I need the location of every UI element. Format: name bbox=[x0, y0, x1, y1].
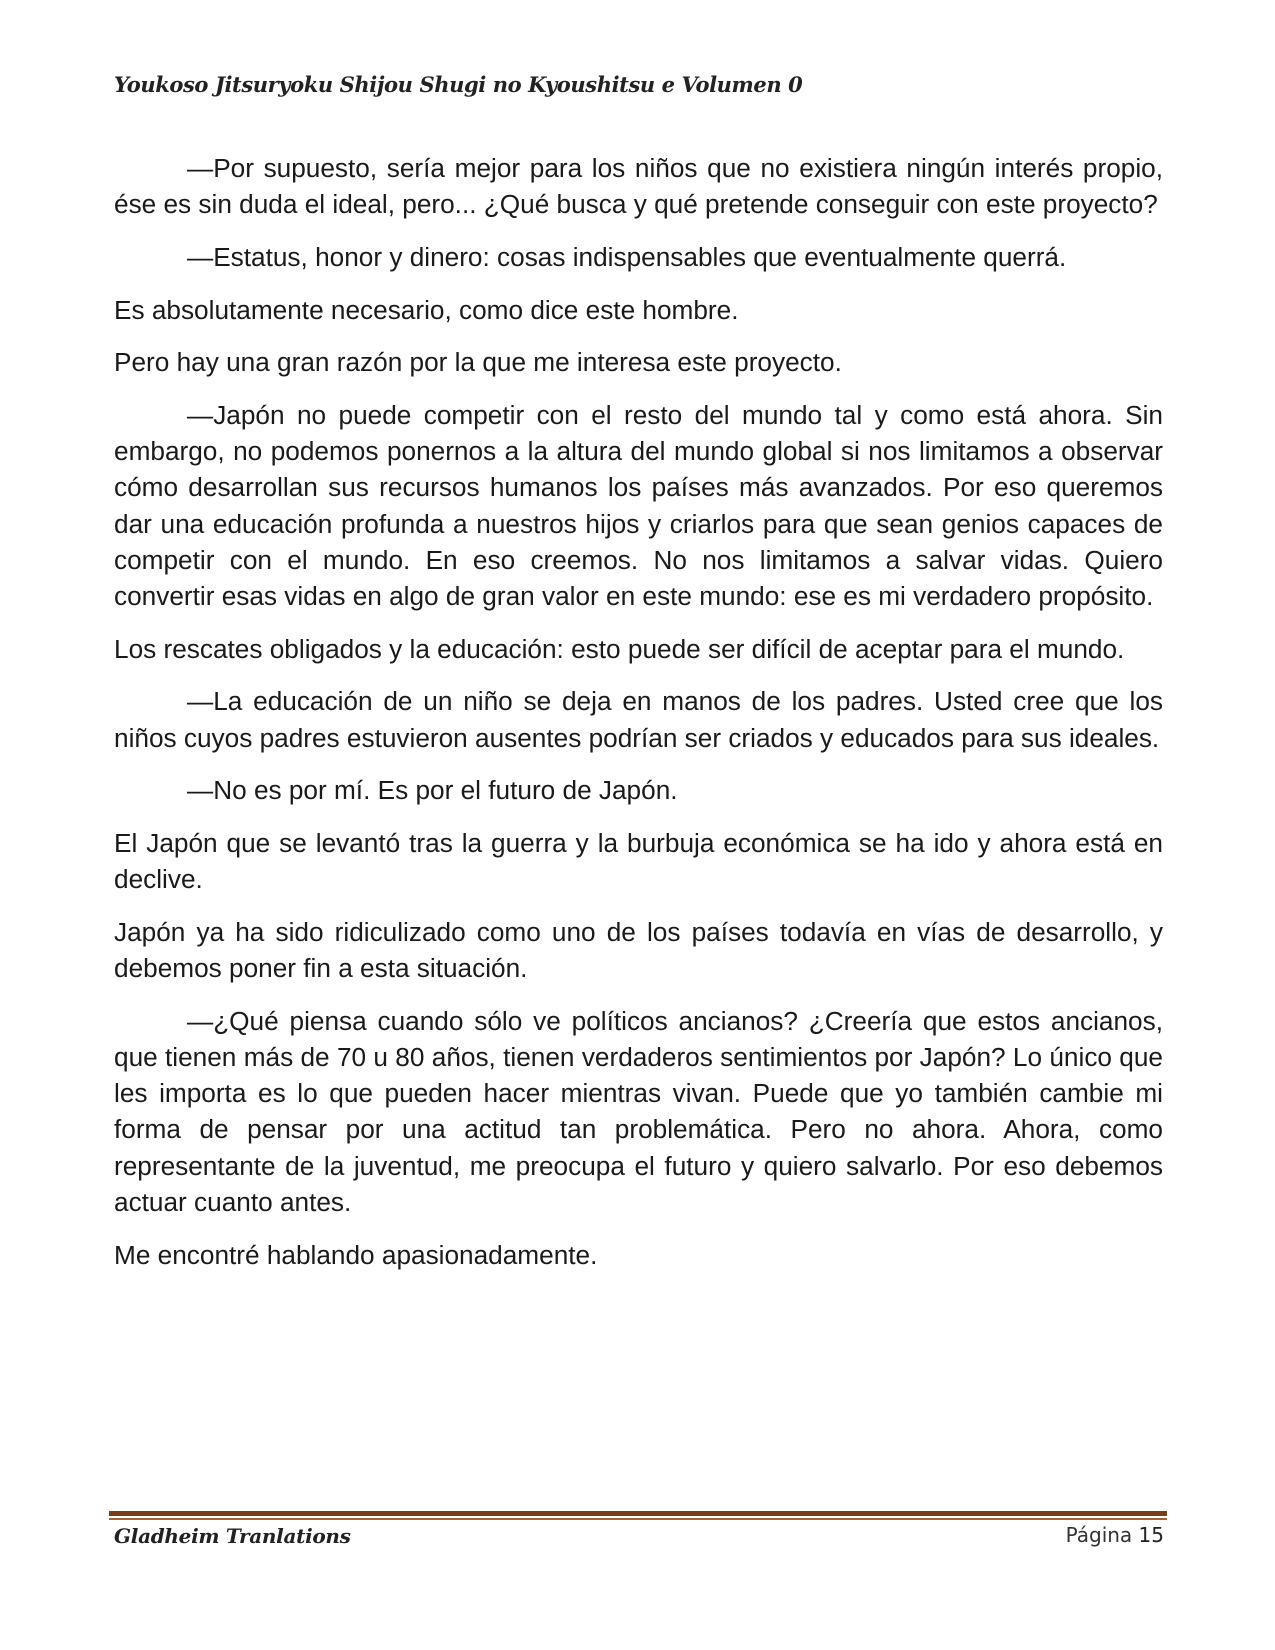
page-label: Página bbox=[1065, 1523, 1133, 1547]
paragraph-5: —Japón no puede competir con el resto del mundo tal y como está ahora. Sin embargo, no podemos ponernos a la altura del mundo global si nos limitamos a observar cómo desarrollan sus recursos humanos los países más avanzados. Por eso queremos dar una educación profunda a nuestros hijos y criarlos para que sean genios capaces de competir con el mundo. En eso creemos. No nos limitamos a salvar vidas. Quiero convertir esas vidas en algo de gran valor en este mundo: ese es mi verdadero propósito. bbox=[114, 400, 1163, 612]
paragraph-4: Pero hay una gran razón por la que me interesa este proyecto. bbox=[114, 347, 842, 378]
paragraph-9: El Japón que se levantó tras la guerra y la burbuja económica se ha ido y ahora está en declive. bbox=[114, 828, 1163, 895]
paragraph-11: —¿Qué piensa cuando sólo ve políticos ancianos? ¿Creería que estos ancianos, que tienen más de 70 u 80 años, tienen verdaderos sentimientos por Japón? Lo único que les importa es lo que pueden hacer mientras vivan. Puede que yo también cambie mi forma de pensar por una actitud tan problemática. Pero no ahora. Ahora, como representante de la juventud, me preocupa el futuro y quiero salvarlo. Por eso debemos actuar cuanto antes. bbox=[114, 1005, 1163, 1217]
paragraph-8: —No es por mí. Es por el futuro de Japón. bbox=[187, 775, 678, 806]
footer-divider-thin bbox=[109, 1518, 1167, 1520]
paragraph-10: Japón ya ha sido ridiculizado como uno de los países todavía en vías de desarrollo, y debemos poner fin a esta situación. bbox=[114, 916, 1163, 984]
paragraph-3: Es absolutamente necesario, como dice este hombre. bbox=[114, 294, 739, 325]
footer-divider-thick bbox=[109, 1511, 1167, 1516]
paragraph-7: —La educación de un niño se deja en manos de los padres. Usted cree que los niños cuyos padres estuvieron ausentes podrían ser criados y educados para sus ideales. bbox=[114, 686, 1163, 753]
page-number: 15 bbox=[1138, 1523, 1164, 1547]
paragraph-1: —Por supuesto, sería mejor para los niños que no existiera ningún interés propio, ése es sin duda el ideal, pero... ¿Qué busca y qué pretende conseguir con este proyecto? bbox=[114, 153, 1163, 220]
body-text bbox=[114, 150, 1163, 1289]
paragraph-2: —Estatus, honor y dinero: cosas indispensables que eventualmente querrá. bbox=[187, 241, 1067, 272]
paragraph-6: Los rescates obligados y la educación: esto puede ser difícil de aceptar para el mundo. bbox=[114, 633, 1125, 664]
page-number-block bbox=[1066, 1523, 1164, 1547]
footer-translator: Gladheim Tranlations bbox=[114, 1524, 351, 1548]
paragraph-12: Me encontré hablando apasionadamente. bbox=[114, 1239, 598, 1270]
running-header-title: Youkoso Jitsuryoku Shijou Shugi no Kyoushitsu e Volumen 0 bbox=[114, 72, 803, 97]
footer-divider bbox=[109, 1511, 1167, 1520]
